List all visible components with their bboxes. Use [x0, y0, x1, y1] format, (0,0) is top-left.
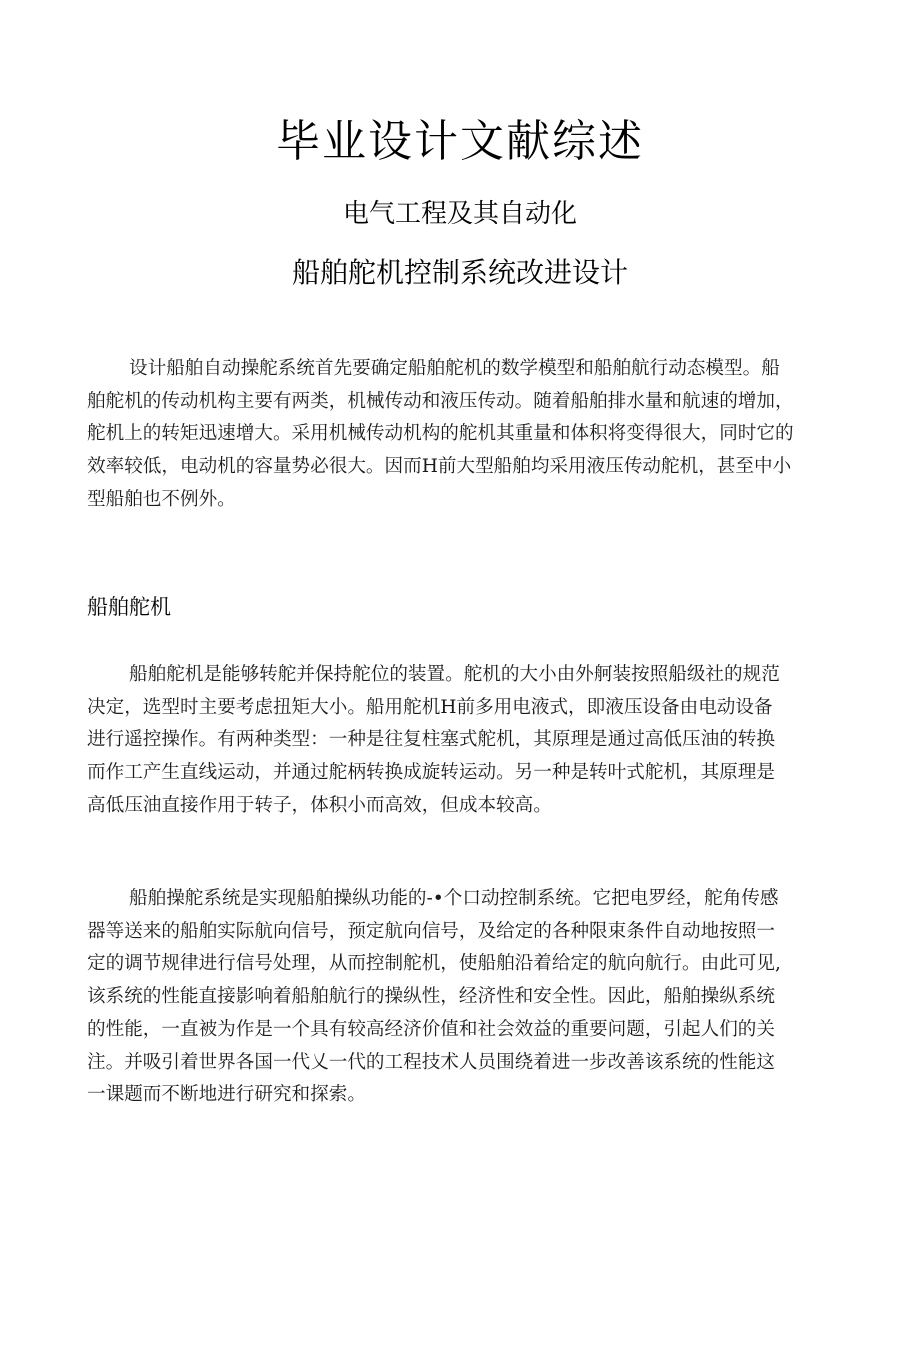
paragraph-line: 设计船舶自动操舵系统首先要确定船舶舵机的数学模型和船舶航行动态模型。船 — [129, 358, 780, 379]
paragraph-line: 注。并吸引着世界各国一代乂一代的工程技术人员围绕着进一步改善该系统的性能这 — [87, 1051, 775, 1073]
paragraph-line: 而作工产生直线运动，并通过舵柄转换成旋转运动。另一种是转叶式舵机，其原理是 — [87, 762, 775, 784]
paragraph-line: 舶舵机的传动机构主要有两类，机械传动和液压传动。随着船舶排水量和航速的增加， — [87, 390, 794, 412]
paragraph-line: 决定，选型时主要考虑扭矩大小。船用舵机H前多用电液式，即液压设备由电动设备 — [87, 696, 773, 718]
section-paragraph-1 — [87, 659, 847, 823]
paragraph-line: 进行遥控操作。有两种类型：一种是往复柱塞式舵机，其原理是通过高低压油的转换 — [87, 729, 775, 751]
section-paragraph-2 — [87, 883, 847, 1112]
major-subtitle: 电气工程及其自动化 — [342, 199, 577, 229]
paragraph-line: 船舶操舵系统是实现船舶操纵功能的-•个口动控制系统。它把电罗经，舵角传感 — [129, 888, 779, 909]
paragraph-line: 船舶舵机是能够转舵并保持舵位的装置。舵机的大小由外舸装按照船级社的规范 — [129, 664, 780, 685]
paragraph-line: 舵机上的转矩迅速增大。采用机械传动机构的舵机其重量和体积将变得很大，同时它的 — [87, 423, 794, 445]
paragraph-line: 高低压油直接作用于转子，体积小而高效，但成本较高。 — [87, 794, 552, 816]
thesis-title: 船舶舵机控制系统改进设计 — [291, 256, 628, 289]
paragraph-line: 一课题而不断地进行研究和探索。 — [87, 1084, 366, 1106]
paragraph-line: 的性能，一直被为作是一个具有较高经济价值和社会效益的重要问题，引起人们的关 — [87, 1018, 775, 1040]
paragraph-line: 器等送来的船舶实际航向信号，预定航向信号，及给定的各种限束条件自动地按照一 — [87, 920, 775, 942]
intro-paragraph — [87, 353, 847, 517]
document-title: 毕业设计文献综述 — [276, 116, 644, 167]
paragraph-line: 效率较低，电动机的容量势必很大。因而H前大型船舶均采用液压传动舵机，甚至中小 — [87, 456, 792, 478]
paragraph-line: 型船舶也不例外。 — [87, 488, 236, 510]
paragraph-line: 该系统的性能直接影响着船舶航行的操纵性，经济性和安全性。因此，船舶操纵系统 — [87, 986, 775, 1008]
paragraph-line: 定的调节规律进行信号处理，从而控制舵机，使船舶沿着给定的航向航行。由此可见, — [87, 953, 781, 975]
section-heading: 船舶舵机 — [87, 595, 171, 619]
